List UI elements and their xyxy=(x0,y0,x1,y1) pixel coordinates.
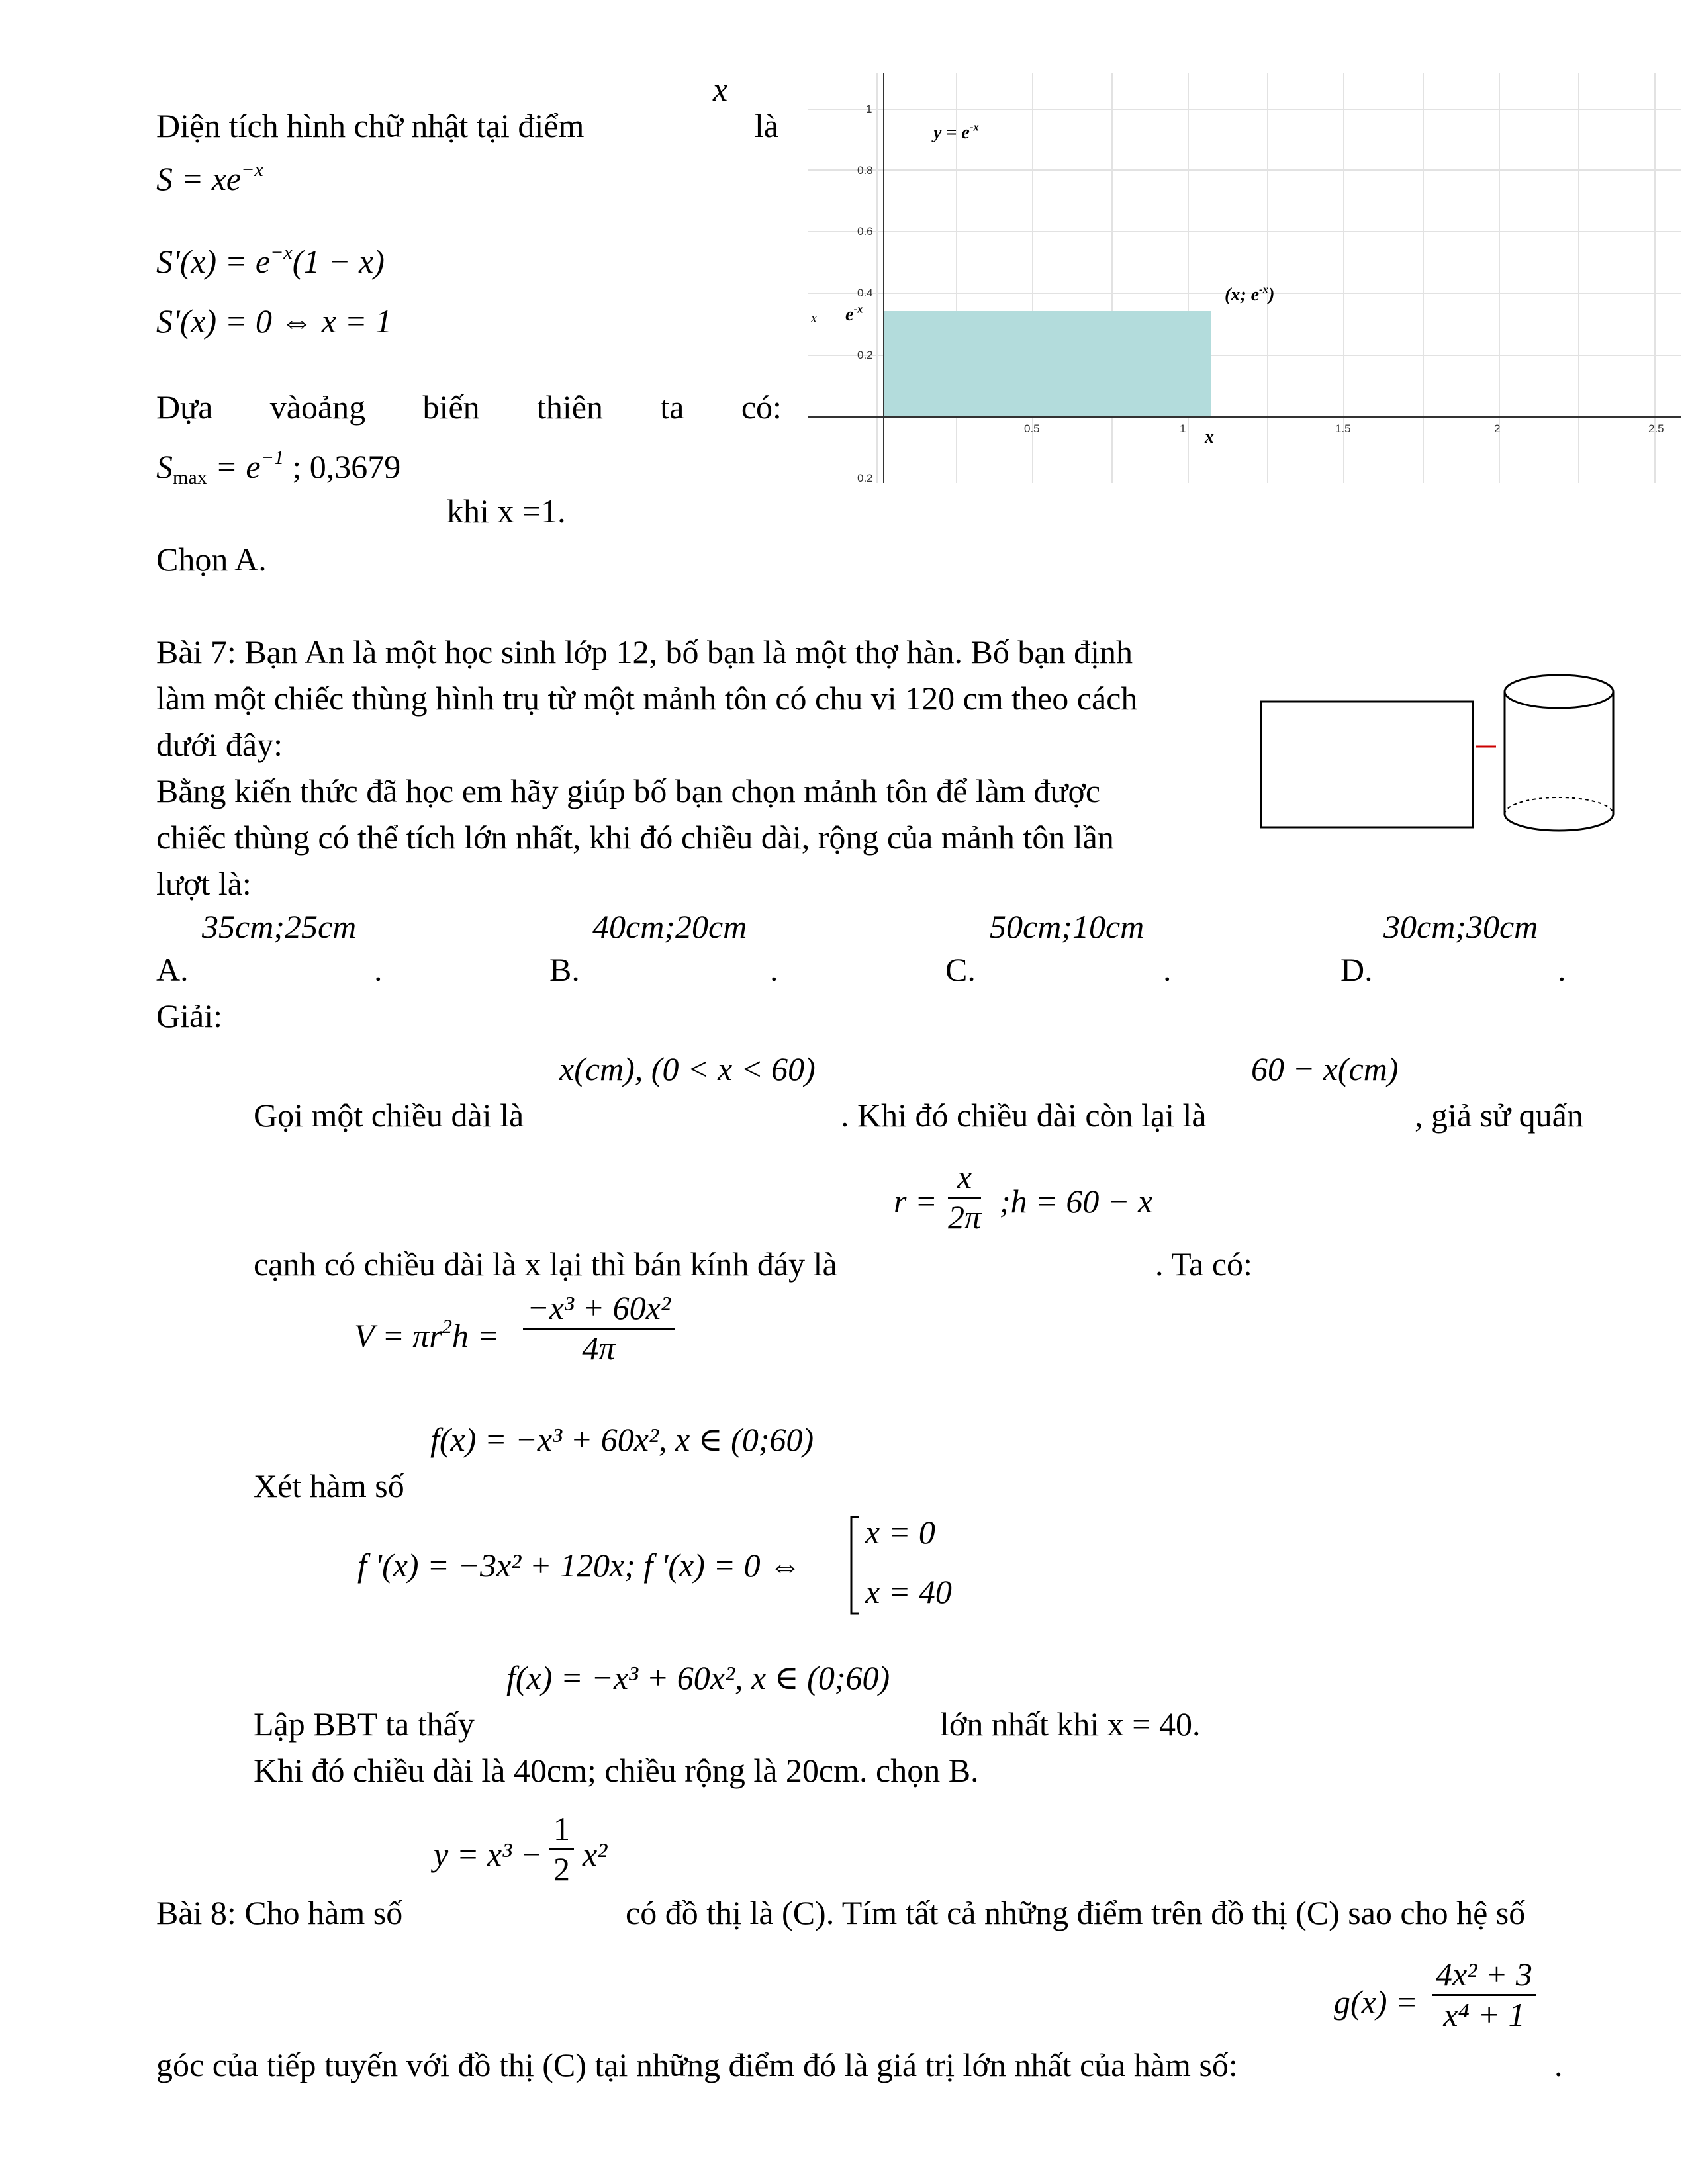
bai8-end-dot: . xyxy=(1554,2046,1563,2083)
math-y-fraction xyxy=(549,1810,574,1888)
word: biến xyxy=(422,388,480,426)
fraction-numerator: x xyxy=(948,1158,981,1199)
y-tick-0.6: 0.6 xyxy=(857,225,873,238)
x-tick-2: 2 xyxy=(1494,422,1501,435)
option-c-dot: . xyxy=(1163,951,1172,988)
x-tick-1: 1 xyxy=(1180,422,1186,435)
word: ta xyxy=(660,388,684,426)
word: có: xyxy=(741,388,782,426)
x-tick-0.5: 0.5 xyxy=(1024,422,1040,435)
fraction-numerator: 1 xyxy=(549,1810,574,1850)
math-y-right: x² xyxy=(583,1836,608,1873)
fraction-numerator: 4x² + 3 xyxy=(1432,1956,1536,1996)
y-tick-0.8: 0.8 xyxy=(857,164,873,177)
math-f-definition: f(x) = −x³ + 60x², x ∈ (0;60) xyxy=(430,1421,814,1458)
y-tick-neg-0.2: 0.2 xyxy=(857,472,873,484)
formula-derivative-zero: S'(x) = 0 ⇔ x = 1 xyxy=(156,302,392,340)
bai8-text3: góc của tiếp tuyến với đồ thị (C) tại những điểm đó là giá trị lớn nhất của hàm số: xyxy=(156,2046,1238,2083)
bai7-conclusion: Khi đó chiều dài là 40cm; chiều rộng là 20cm. chọn B. xyxy=(254,1752,979,1789)
option-d-value: 30cm;30cm xyxy=(1383,908,1538,945)
bai8-text1: Bài 8: Cho hàm số xyxy=(156,1894,403,1931)
math-x-range: x(cm), (0 < x < 60) xyxy=(559,1050,816,1087)
fraction-denominator: 2 xyxy=(553,1850,570,1888)
math-volume-fraction xyxy=(523,1289,675,1367)
bai7-line4: Bằng kiến thức đã học em hãy giúp bố bạn chọn mảnh tôn để làm được xyxy=(156,772,1101,809)
option-a-value: 35cm;25cm xyxy=(202,908,357,945)
root-x40: x = 40 xyxy=(865,1573,952,1610)
option-d-dot: . xyxy=(1558,951,1566,988)
fraction-denominator: 2π xyxy=(948,1198,982,1236)
math-h: ;h = 60 − x xyxy=(1000,1183,1153,1220)
bai7-line2: làm một chiếc thùng hình trụ từ một mảnh tôn có chu vi 120 cm theo cách xyxy=(156,680,1138,717)
area-x-symbol: x xyxy=(713,71,728,108)
y-tick-1: 1 xyxy=(866,103,872,115)
y-tick-0.2: 0.2 xyxy=(857,349,873,361)
area-intro-text: Diện tích hình chữ nhật tại điểm xyxy=(156,107,585,144)
solution-heading: Giải: xyxy=(156,997,222,1034)
step2-text2: . Ta có: xyxy=(1155,1246,1252,1283)
option-c-value: 50cm;10cm xyxy=(990,908,1145,945)
option-d-letter: D. xyxy=(1340,951,1373,988)
sheet-to-cylinder-figure xyxy=(1258,668,1628,847)
math-f-definition-2: f(x) = −x³ + 60x², x ∈ (0;60) xyxy=(506,1659,890,1696)
choose-answer-a: Chọn A. xyxy=(156,541,267,578)
math-g-fraction xyxy=(1432,1956,1536,2034)
word: thiên xyxy=(537,388,603,426)
bbt-text1: Lập BBT ta thấy xyxy=(254,1706,475,1743)
math-g-left: g(x) = xyxy=(1334,1983,1418,2021)
step2-text1: cạnh có chiều dài là x lại thì bán kính đáy là xyxy=(254,1246,837,1283)
math-remaining-length: 60 − x(cm) xyxy=(1251,1050,1399,1087)
bai7-line1: Bài 7: Bạn An là một học sinh lớp 12, bố bạn là một thợ hàn. Bố bạn định xyxy=(156,633,1133,670)
root-x0: x = 0 xyxy=(865,1514,935,1551)
ey-label: $e^{-x}$ xyxy=(845,302,863,325)
curve-label: $y = e^{-x}$ xyxy=(933,120,979,143)
consider-function-text: Xét hàm số xyxy=(254,1467,404,1504)
based-on-table-line xyxy=(156,387,782,427)
system-bracket xyxy=(849,1516,862,1615)
fraction-denominator: 4π xyxy=(582,1329,616,1367)
formula-smax: $S_{max} = e^{-1}$ ; 0,3679 xyxy=(156,447,401,488)
when-text: khi x =1. xyxy=(447,492,566,529)
step1-text3: , giả sử quấn xyxy=(1415,1097,1583,1134)
bai7-line6: lượt là: xyxy=(156,865,252,902)
bai7-line5: chiếc thùng có thể tích lớn nhất, khi đó chiều dài, rộng của mảnh tôn lần xyxy=(156,819,1114,856)
option-a-letter: A. xyxy=(156,951,189,988)
area-la-text: là xyxy=(755,107,779,144)
x-tick-2.5: 2.5 xyxy=(1648,422,1664,435)
x-axis-label: x xyxy=(1205,427,1214,447)
y-tick-0.4: 0.4 xyxy=(857,287,873,299)
formula-derivative: $S'(x) = e^{-x}(1 - x)$ xyxy=(156,242,385,280)
math-y-left: y = x³ − xyxy=(434,1836,543,1873)
bbt-text2: lớn nhất khi x = 40. xyxy=(940,1706,1201,1743)
cylinder xyxy=(1505,675,1613,831)
word: vàoảng xyxy=(269,388,366,426)
math-r-fraction xyxy=(948,1158,981,1236)
step1-text1: Gọi một chiều dài là xyxy=(254,1097,524,1134)
area-rectangle xyxy=(884,311,1211,417)
bai8-text2: có đồ thị là (C). Tím tất cả những điểm trên đồ thị (C) sao cho hệ số xyxy=(626,1894,1526,1931)
point-label: (x; $e^{-x}$) xyxy=(1225,283,1275,305)
option-b-dot: . xyxy=(770,951,778,988)
math-f-prime: f '(x) = −3x² + 120x; f '(x) = 0 ⇔ xyxy=(357,1547,802,1584)
metal-sheet-rect xyxy=(1261,702,1473,827)
option-b-value: 40cm;20cm xyxy=(592,908,747,945)
math-volume-left: $V = \pi r^2h$ = xyxy=(354,1316,500,1354)
option-b-letter: B. xyxy=(549,951,580,988)
bai7-line3: dưới đây: xyxy=(156,726,283,763)
option-c-letter: C. xyxy=(945,951,976,988)
word: Dựa xyxy=(156,388,213,426)
fraction-denominator: x⁴ + 1 xyxy=(1443,1995,1525,2033)
step1-text2: . Khi đó chiều dài còn lại là xyxy=(841,1097,1207,1134)
fraction-numerator: −x³ + 60x² xyxy=(523,1289,675,1330)
formula-area: $S = xe^{-x}$ xyxy=(156,159,263,197)
x-tick-1.5: 1.5 xyxy=(1335,422,1351,435)
option-a-dot: . xyxy=(374,951,383,988)
left-x-label: x xyxy=(811,311,817,326)
math-r-label: r = xyxy=(894,1183,937,1220)
